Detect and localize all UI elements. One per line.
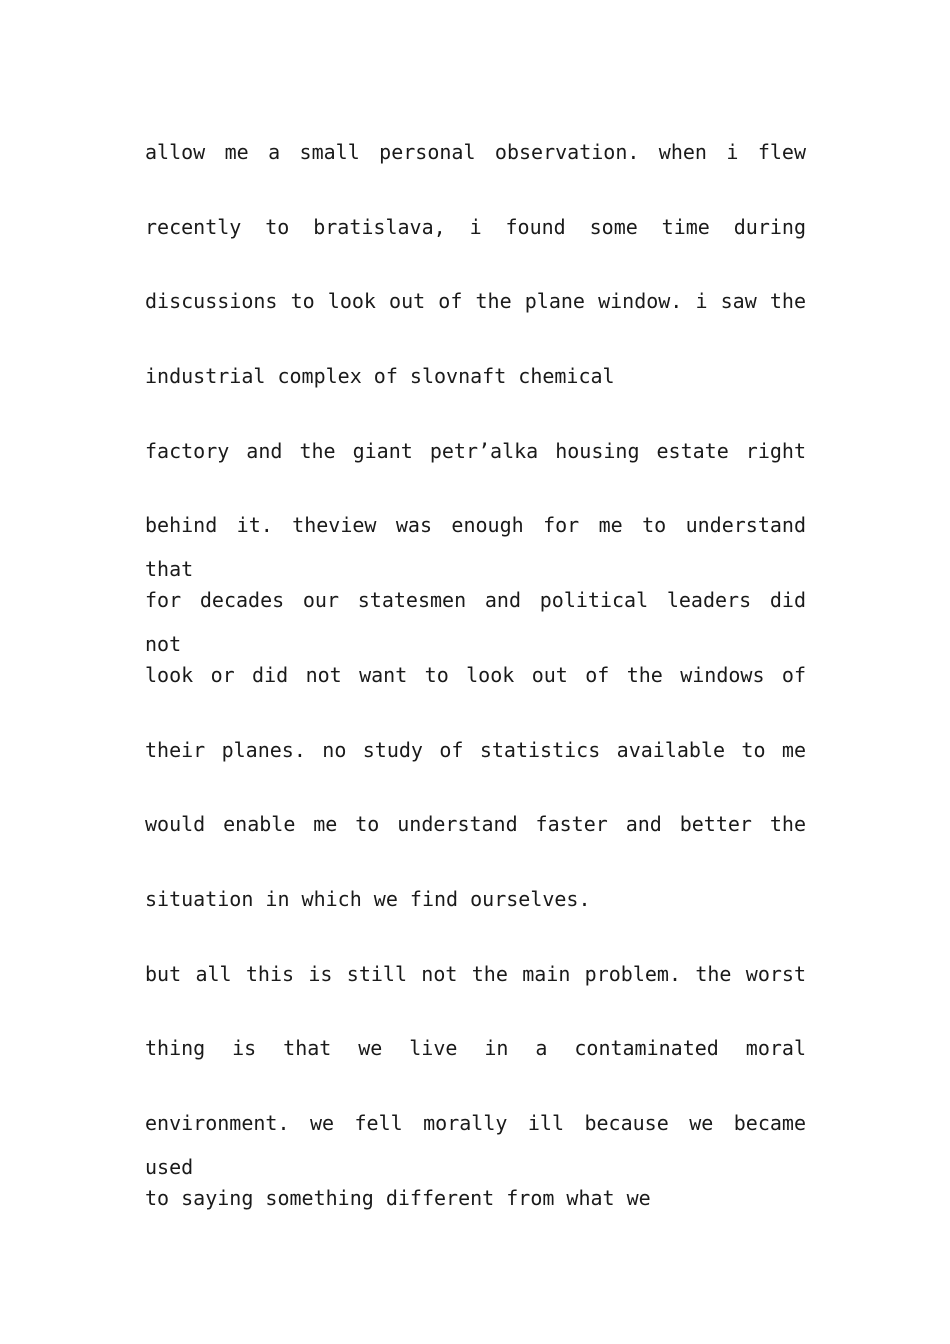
text-line: environment. we fell morally ill because we became used: [145, 1110, 806, 1179]
text-line: discussions to look out of the plane window. i saw the: [145, 289, 806, 314]
text-line: for decades our statesmen and political leaders did not: [145, 588, 806, 657]
text-line: would enable me to understand faster and better the: [145, 812, 806, 837]
text-line: but all this is still not the main problem. the worst: [145, 961, 806, 986]
text-line: their planes. no study of statistics available to me: [145, 737, 806, 762]
body-text: [145, 130, 806, 1250]
text-line: look or did not want to look out of the windows of: [145, 662, 806, 687]
text-line: thing is that we live in a contaminated moral: [145, 1036, 806, 1061]
text-line: industrial complex of slovnaft chemical: [145, 364, 615, 389]
text-line: to saying something different from what we: [145, 1185, 651, 1210]
text-line: factory and the giant petr’alka housing estate right: [145, 438, 806, 463]
text-line: recently to bratislava, i found some time during: [145, 214, 806, 239]
text-line: situation in which we find ourselves.: [145, 886, 591, 911]
text-line: allow me a small personal observation. when i flew: [145, 140, 806, 164]
text-line: behind it. theview was enough for me to understand that: [145, 513, 806, 582]
